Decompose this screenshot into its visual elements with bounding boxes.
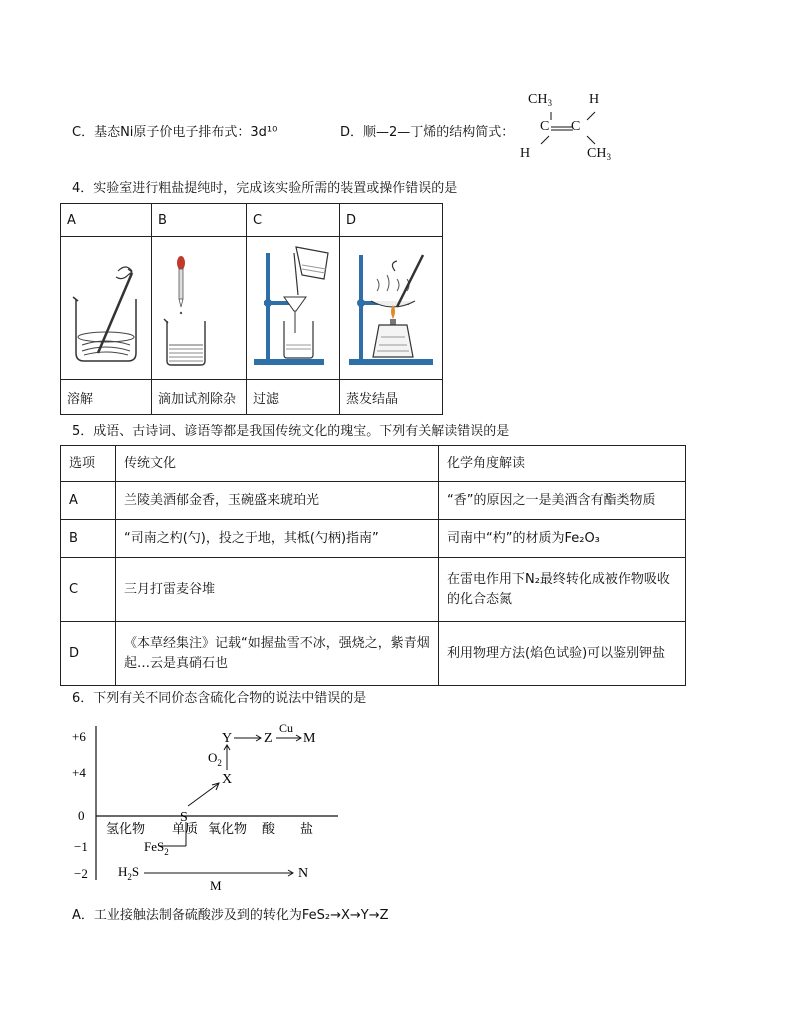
q5-row-b-interpretation: 司南中“杓”的材质为Fe₂O₃ [439, 520, 686, 558]
species-y: Y [222, 731, 233, 746]
q5-row-a-interpretation: “香”的原因之一是美酒含有酯类物质 [439, 482, 686, 520]
q5-row-b-option: B [61, 520, 116, 558]
structure-h-bottom: H [520, 146, 531, 161]
beaker-stirring-rod-icon [61, 237, 152, 380]
reagent-o2: $O_2$ [208, 750, 222, 768]
reagent-m: M [210, 878, 222, 893]
category-label: 单质 [172, 821, 199, 836]
q6-stem: 6．下列有关不同价态含硫化合物的说法中错误的是 [72, 691, 367, 706]
q4-apparatus-table [60, 203, 443, 415]
species-x: X [222, 772, 233, 787]
species-m: M [303, 731, 316, 746]
q5-row-b-culture: “司南之杓(勺)，投之于地，其柢(勺柄)指南” [116, 520, 439, 558]
dropper-beaker-icon [152, 237, 247, 380]
reagent-cu: Cu [279, 721, 294, 735]
q4-col-b-caption: 滴加试剂除杂 [152, 380, 247, 415]
species-fes2: FeS$_2$ [144, 839, 169, 857]
category-label: 酸 [262, 821, 276, 836]
q5-row-c-option: C [61, 558, 116, 622]
table-row [61, 558, 686, 622]
structure-ch3-bottom: $CH_3$ [587, 146, 611, 162]
valence-label: 0 [78, 808, 85, 823]
q4-col-a-caption: 溶解 [61, 380, 152, 415]
q5-row-a-option: A [61, 482, 116, 520]
q5-row-d-option: D [61, 622, 116, 686]
table-row [61, 482, 686, 520]
q6-option-a: A．工业接触法制备硫酸涉及到的转化为FeS₂→X→Y→Z [72, 908, 389, 923]
q5-header-option: 选项 [61, 446, 116, 482]
sulfur-valence-diagram [60, 710, 360, 895]
species-h2s: $H_2S$ [118, 864, 140, 882]
category-label: 盐 [300, 821, 314, 836]
q5-row-c-culture: 三月打雷麦谷堆 [116, 558, 439, 622]
q3-option-d: D．顺—2—丁烯的结构简式： [340, 125, 515, 140]
q4-col-d-caption: 蒸发结晶 [340, 380, 443, 415]
q5-row-a-culture: 兰陵美酒郁金香，玉碗盛来琥珀光 [116, 482, 439, 520]
q4-col-a-letter: A [61, 204, 152, 237]
q5-header-interpretation: 化学角度解读 [439, 446, 686, 482]
q5-row-c-interpretation: 在雷电作用下N₂最终转化成被作物吸收的化合态氮 [439, 558, 686, 622]
structure-c-left: C [540, 119, 550, 134]
evaporating-dish-burner-icon [340, 237, 443, 380]
category-label: 氧化物 [208, 821, 248, 836]
structure-bonds [515, 100, 625, 160]
table-row [61, 520, 686, 558]
q4-col-d-letter: D [340, 204, 443, 237]
structure-c-right: C [571, 119, 581, 134]
structure-h-top: H [589, 92, 600, 107]
q3-option-c: C．基态Ni原子价电子排布式：3d¹⁰ [72, 125, 278, 140]
filtration-apparatus-icon [247, 237, 340, 380]
category-label: 氢化物 [106, 821, 146, 836]
q5-interpretation-table [60, 445, 686, 686]
valence-label: +6 [72, 729, 86, 744]
q4-stem: 4．实验室进行粗盐提纯时，完成该实验所需的装置或操作错误的是 [72, 181, 458, 196]
q5-header-culture: 传统文化 [116, 446, 439, 482]
valence-label: −2 [74, 866, 88, 881]
q5-row-d-culture: 《本草经集注》记载“如握盐雪不冰，强烧之，紫青烟起…云是真硝石也 [116, 622, 439, 686]
structure-ch3-top: $CH_3$ [528, 92, 552, 108]
species-n: N [298, 866, 309, 881]
q5-stem: 5．成语、古诗词、谚语等都是我国传统文化的瑰宝。下列有关解读错误的是 [72, 424, 510, 439]
q4-col-b-letter: B [152, 204, 247, 237]
species-z: Z [264, 731, 273, 746]
table-row [61, 622, 686, 686]
q5-row-d-interpretation: 利用物理方法(焰色试验)可以鉴别钾盐 [439, 622, 686, 686]
q4-col-c-letter: C [247, 204, 340, 237]
q4-col-c-caption: 过滤 [247, 380, 340, 415]
species-s: S [180, 810, 188, 825]
valence-label: +4 [72, 765, 86, 780]
valence-label: −1 [74, 839, 88, 854]
